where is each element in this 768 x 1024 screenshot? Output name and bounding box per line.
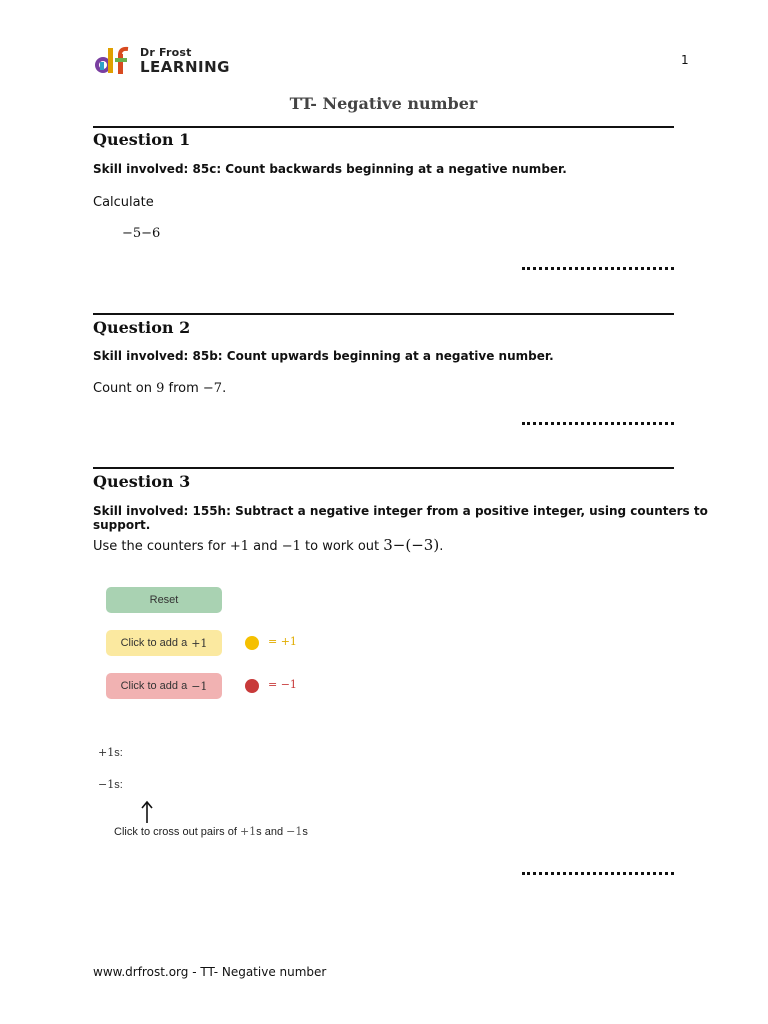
hint-text: Click to cross out pairs of — [114, 826, 237, 838]
prompt-text: . — [439, 539, 444, 554]
negative-counter-key: = −1 — [268, 678, 297, 691]
question-1-expression: −5−6 — [122, 226, 161, 241]
prompt-math: 9 — [156, 381, 165, 396]
negative-counter-icon — [245, 679, 259, 693]
logo-text-top: Dr Frost — [140, 46, 192, 59]
add-negative-label: Click to add a — [120, 680, 188, 692]
prompt-text: and — [249, 539, 282, 554]
question-2-skill: Skill involved: 85b: Count upwards beginning at a negative number. — [93, 349, 554, 363]
question-1-prompt: Calculate — [93, 195, 154, 210]
question-2-heading: Question 2 — [93, 318, 191, 337]
prompt-text: to work out — [300, 539, 384, 554]
positive-counters-row[interactable] — [98, 746, 123, 759]
add-positive-counter-button[interactable] — [106, 630, 222, 656]
page-footer: www.drfrost.org - TT- Negative number — [93, 965, 327, 979]
cross-out-hint — [114, 825, 308, 838]
prompt-math: −1 — [281, 539, 301, 554]
reset-button[interactable] — [106, 587, 222, 613]
prompt-text: from — [164, 381, 203, 396]
question-2-prompt — [93, 381, 226, 396]
hint-text: s — [302, 826, 308, 838]
positive-counter-icon — [245, 636, 259, 650]
logo-text-bottom: LEARNING — [140, 58, 230, 76]
positive-row-suffix: s: — [114, 747, 123, 759]
positive-counter-key: = +1 — [268, 635, 297, 648]
answer-line-1[interactable] — [522, 267, 674, 270]
positive-row-value: +1 — [98, 746, 115, 759]
hint-math: +1 — [239, 825, 257, 838]
question-3-skill: Skill involved: 155h: Subtract a negative integer from a positive integer, using counters to support. — [93, 504, 708, 532]
page-number: 1 — [681, 53, 689, 67]
section-divider — [93, 467, 674, 469]
add-positive-value: +1 — [191, 636, 208, 650]
question-1-heading: Question 1 — [93, 130, 191, 149]
prompt-text: . — [222, 381, 227, 396]
question-1-skill: Skill involved: 85c: Count backwards beginning at a negative number. — [93, 162, 567, 176]
hint-text: s and — [256, 826, 284, 838]
prompt-text: Count on — [93, 381, 157, 396]
prompt-math: −7 — [202, 381, 223, 396]
negative-row-value: −1 — [98, 778, 115, 791]
negative-row-suffix: s: — [114, 779, 123, 791]
question-3-prompt — [93, 536, 443, 554]
negative-counters-row[interactable] — [98, 778, 123, 791]
prompt-math: +1 — [229, 539, 249, 554]
answer-line-2[interactable] — [522, 422, 674, 425]
prompt-text: Use the counters for — [93, 539, 230, 554]
answer-line-3[interactable] — [522, 872, 674, 875]
prompt-math: 3−(−3) — [383, 536, 440, 554]
add-positive-label: Click to add a — [120, 637, 188, 649]
reset-button-label: Reset — [149, 594, 179, 606]
add-negative-counter-button[interactable] — [106, 673, 222, 699]
add-negative-value: −1 — [191, 679, 208, 693]
section-divider — [93, 126, 674, 128]
section-divider — [93, 313, 674, 315]
hint-math: −1 — [286, 825, 303, 838]
drfrost-logo — [94, 44, 234, 78]
up-arrow-icon — [140, 800, 154, 824]
document-title: TT- Negative number — [289, 94, 478, 113]
question-3-heading: Question 3 — [93, 472, 191, 491]
df-logo-icon — [94, 46, 132, 76]
